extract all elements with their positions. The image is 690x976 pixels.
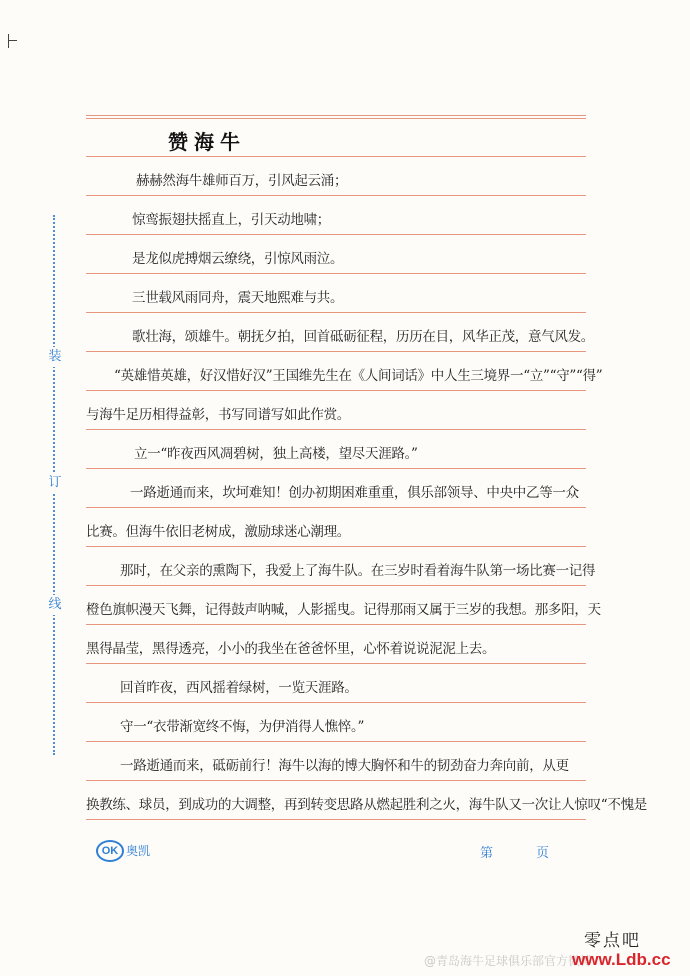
- essay-title: 赞海牛: [168, 130, 246, 154]
- essay-line: 比赛。但海牛依旧老树成，激励球迷心潮理。: [86, 524, 350, 540]
- page-number-label: 第: [480, 846, 494, 861]
- essay-line: 歌壮海，颂雄牛。朝抚夕拍，回首砥砺征程，历历在目，风华正茂，意气风发。: [132, 329, 594, 345]
- rule-line: [86, 429, 586, 430]
- footer-brand: 奥凯: [126, 844, 151, 858]
- essay-line: 黑得晶莹，黑得透亮，小小的我坐在爸爸怀里，心怀着说说泥泥上去。: [86, 641, 496, 657]
- rule-line: [86, 115, 586, 116]
- essay-line: “英雄惜英雄，好汉惜好汉”王国维先生在《人间词话》中人生三境界一“立”“守”“得”: [114, 368, 603, 384]
- rule-line: [86, 234, 586, 235]
- watermark-weibo: @青岛海牛足球俱乐部官方微博: [424, 954, 593, 968]
- rule-line: [86, 507, 586, 508]
- essay-line: 守一“衣带渐宽终不悔，为伊消得人憔悴。”: [120, 719, 365, 735]
- binding-char-xian: 线: [45, 595, 65, 615]
- essay-line: 三世载风雨同舟，震天地熙难与共。: [132, 290, 344, 306]
- essay-line: 一路逝通而来，砥砺前行！海牛以海的博大胸怀和牛的韧劲奋力奔向前，从更: [120, 758, 569, 774]
- rule-line: [86, 195, 586, 196]
- rule-line: [86, 468, 586, 469]
- binding-char-zhuang: 装: [45, 347, 65, 367]
- rule-line: [86, 585, 586, 586]
- rule-line: [86, 546, 586, 547]
- essay-line: 惊鸾振翅扶摇直上，引天动地啸；: [132, 212, 330, 228]
- binding-char-ding: 订: [45, 473, 65, 493]
- rule-line: [86, 273, 586, 274]
- rule-line: [86, 312, 586, 313]
- essay-line: 是龙似虎搏烟云缭绕，引惊风雨泣。: [132, 251, 344, 267]
- ok-logo-icon: OK: [96, 840, 124, 862]
- essay-line: 与海牛足历相得益彰，书写同谱写如此作赏。: [86, 407, 350, 423]
- essay-line: 赫赫然海牛雄师百万，引风起云涌；: [136, 173, 348, 189]
- watermark-url: www.Ldb.cc: [572, 950, 671, 969]
- watermark-brand: 零点吧: [584, 931, 641, 951]
- essay-line: 换教练、球员，到成功的大调整，再到转变思路从燃起胜利之火，海牛队又一次让人惊叹“不愧是: [86, 797, 648, 813]
- binding-margin: [38, 215, 78, 755]
- essay-line: 回首昨夜，西风摇着绿树，一览天涯路。: [120, 680, 358, 696]
- rule-line: [86, 351, 586, 352]
- essay-line: 立一“昨夜西风凋碧树，独上高楼，望尽天涯路。”: [134, 446, 418, 462]
- essay-line: 一路逝通而来，坎坷难知！创办初期困难重重，俱乐部领导、中央中乙等一众: [130, 485, 579, 501]
- rule-line: [86, 741, 586, 742]
- essay-line: 橙色旗帜漫天飞舞，记得鼓声呐喊，人影摇曳。记得那雨又属于三岁的我想。那多阳，天: [86, 602, 601, 618]
- rule-line: [86, 780, 586, 781]
- essay-line: 那时，在父亲的熏陶下，我爱上了海牛队。在三岁时看着海牛队第一场比赛一记得: [120, 563, 596, 579]
- rule-line: [86, 819, 586, 820]
- rule-line: [86, 663, 586, 664]
- page-number-suffix: 页: [536, 846, 550, 861]
- rule-line: [86, 702, 586, 703]
- ruled-paper: [86, 115, 648, 835]
- page-footer: [96, 838, 596, 864]
- rule-line: [86, 624, 586, 625]
- rule-line: [86, 390, 586, 391]
- rule-line: [86, 118, 586, 119]
- crop-mark-icon: [4, 34, 18, 48]
- rule-line: [86, 156, 586, 157]
